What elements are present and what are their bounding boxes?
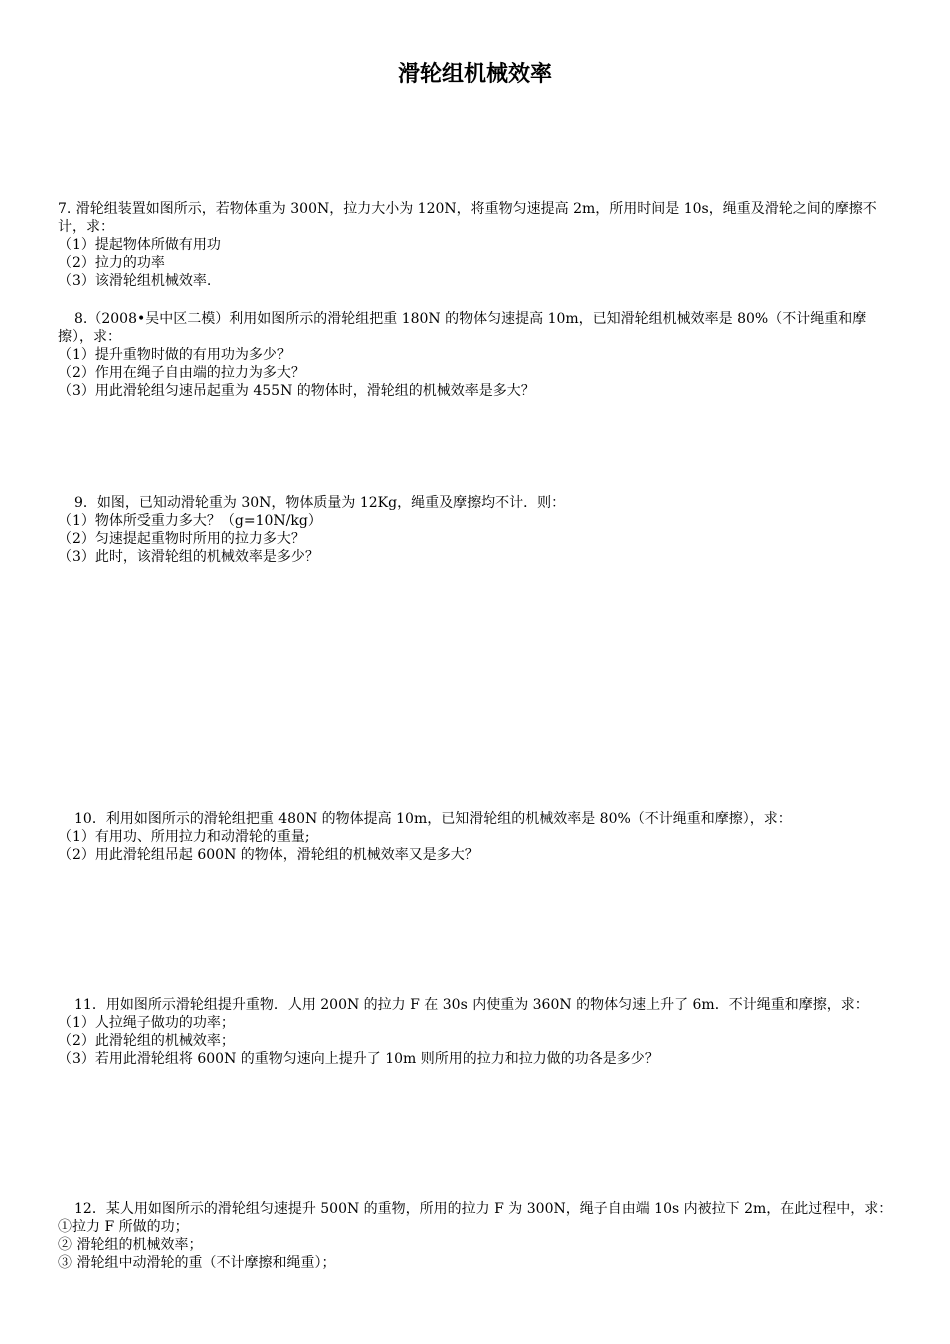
- question-part: （1）提起物体所做有用功: [58, 237, 221, 253]
- question-intro: 10．利用如图所示的滑轮组把重 480N 的物体提高 10m，已知滑轮组的机械效率是 80%（不计绳重和摩擦），求：: [74, 811, 792, 827]
- question-10: [58, 810, 894, 864]
- question-8: [58, 310, 894, 400]
- question-9: [58, 494, 894, 566]
- question-part: （1）有用功、所用拉力和动滑轮的重量;: [58, 829, 310, 845]
- document-title: 滑轮组机械效率: [397, 62, 552, 87]
- question-intro: 12．某人用如图所示的滑轮组匀速提升 500N 的重物，所用的拉力 F 为 300N，绳子自由端 10s 内被拉下 2m，在此过程中，求：①拉力 F 所做的功；: [58, 1201, 893, 1235]
- question-intro: 9．如图，已知动滑轮重为 30N，物体质量为 12Kg，绳重及摩擦均不计．则：: [74, 495, 566, 511]
- question-intro: 7. 滑轮组装置如图所示，若物体重为 300N，拉力大小为 120N，将重物匀速提高 2m，所用时间是 10s，绳重及滑轮之间的摩擦不计，求：: [58, 201, 877, 235]
- question-part: （1）人拉绳子做功的功率；: [58, 1015, 235, 1031]
- question-part: （2）拉力的功率: [58, 255, 165, 271]
- question-part: （2）作用在绳子自由端的拉力为多大？: [58, 365, 305, 381]
- question-7: [58, 200, 894, 290]
- question-12: [58, 1200, 894, 1272]
- question-part: ③ 滑轮组中动滑轮的重（不计摩擦和绳重）；: [58, 1255, 336, 1271]
- question-intro: 8.（2008•吴中区二模）利用如图所示的滑轮组把重 180N 的物体匀速提高 10m，已知滑轮组机械效率是 80%（不计绳重和摩擦），求：: [58, 311, 867, 345]
- question-part: （2）匀速提起重物时所用的拉力多大？: [58, 531, 305, 547]
- question-intro: 11．用如图所示滑轮组提升重物．人用 200N 的拉力 F 在 30s 内使重为 360N 的物体匀速上升了 6m．不计绳重和摩擦，求：: [74, 997, 869, 1013]
- question-part: （2）此滑轮组的机械效率；: [58, 1033, 235, 1049]
- question-11: [58, 996, 894, 1068]
- question-part: （3）若用此滑轮组将 600N 的重物匀速向上提升了 10m 则所用的拉力和拉力做的功各是多少？: [58, 1051, 659, 1067]
- question-part: （3）用此滑轮组匀速吊起重为 455N 的物体时，滑轮组的机械效率是多大？: [58, 383, 535, 399]
- question-part: （3）此时，该滑轮组的机械效率是多少？: [58, 549, 319, 565]
- question-part: ② 滑轮组的机械效率；: [58, 1237, 203, 1253]
- question-part: （3）该滑轮组机械效率.: [58, 273, 212, 289]
- question-part: （1）物体所受重力多大？（g=10N/kg）: [58, 513, 322, 529]
- question-part: （1）提升重物时做的有用功为多少？: [58, 347, 291, 363]
- question-part: （2）用此滑轮组吊起 600N 的物体，滑轮组的机械效率又是多大？: [58, 847, 479, 863]
